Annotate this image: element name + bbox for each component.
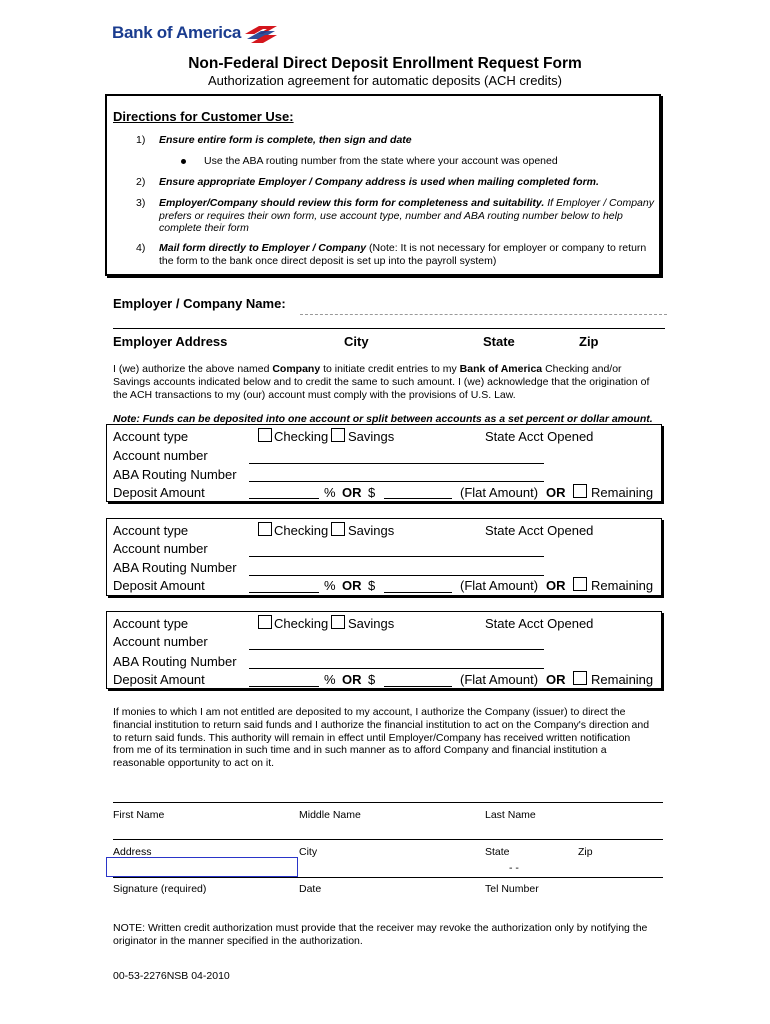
savings-checkbox[interactable] <box>331 615 345 629</box>
account-number-label: Account number <box>113 541 208 556</box>
direction-text-3 <box>159 197 654 235</box>
account-number-field[interactable] <box>249 463 544 464</box>
direction-4-bold: Mail form directly to Employer / Company <box>159 242 367 254</box>
logo-text: Bank of America <box>112 23 242 42</box>
aba-routing-label: ABA Routing Number <box>113 654 237 669</box>
state-acct-opened-label: State Acct Opened <box>485 429 594 444</box>
employer-state-label: State <box>483 334 515 349</box>
or-label: OR <box>546 485 566 500</box>
employer-name-field[interactable] <box>300 314 667 315</box>
account-type-label: Account type <box>113 523 189 538</box>
deposit-amount-label: Deposit Amount <box>113 578 205 593</box>
bank-logo <box>112 22 279 44</box>
percent-field[interactable] <box>249 498 319 499</box>
signature-input[interactable] <box>106 857 298 877</box>
direction-3-bold: Employer/Company should review this form for completeness and suitability. <box>159 197 545 209</box>
checking-label: Checking <box>274 523 329 538</box>
checking-checkbox[interactable] <box>258 522 272 536</box>
middle-name-label: Middle Name <box>299 809 361 821</box>
aba-routing-field[interactable] <box>249 668 544 669</box>
remaining-checkbox[interactable] <box>573 484 587 498</box>
savings-checkbox[interactable] <box>331 522 345 536</box>
direction-number-2: 2) <box>136 176 146 188</box>
aba-routing-label: ABA Routing Number <box>113 467 237 482</box>
auth-company: Company <box>272 363 321 375</box>
account-number-label: Account number <box>113 634 208 649</box>
address-label: Address <box>113 846 152 858</box>
name-rule <box>113 802 663 803</box>
employer-city-label: City <box>344 334 369 349</box>
bullet-icon <box>181 159 186 164</box>
flat-amount-field[interactable] <box>384 686 452 687</box>
percent-field[interactable] <box>249 686 319 687</box>
authorization-text <box>113 363 653 401</box>
or-label: OR <box>342 578 362 593</box>
account-number-field[interactable] <box>249 556 544 557</box>
percent-sign: % <box>324 578 336 593</box>
state-acct-opened-label: State Acct Opened <box>485 616 594 631</box>
zip-label: Zip <box>578 846 593 858</box>
direction-3-italic: If Employer / Company prefers or requires their own form, use account type, number and ABA routing number below to help complete their form <box>159 197 654 234</box>
or-label: OR <box>342 485 362 500</box>
percent-sign: % <box>324 485 336 500</box>
revocation-note: NOTE: Written credit authorization must provide that the receiver may revoke the authorization only by notifying the originator in the manner specified in the authorization. <box>113 922 648 947</box>
aba-routing-field[interactable] <box>249 575 544 576</box>
flat-amount-field[interactable] <box>384 498 452 499</box>
deposit-amount-label: Deposit Amount <box>113 485 205 500</box>
account-number-label: Account number <box>113 448 208 463</box>
dollar-sign: $ <box>368 485 376 500</box>
account-type-label: Account type <box>113 429 189 444</box>
direction-number-3: 3) <box>136 197 146 209</box>
direction-number-1: 1) <box>136 134 146 146</box>
remaining-checkbox[interactable] <box>573 577 587 591</box>
aba-routing-label: ABA Routing Number <box>113 560 237 575</box>
tel-number-label: Tel Number <box>485 883 539 895</box>
form-subtitle: Authorization agreement for automatic deposits (ACH credits) <box>207 73 563 88</box>
flat-amount-label: (Flat Amount) <box>460 578 539 593</box>
direction-text-4 <box>159 242 657 267</box>
direction-number-4: 4) <box>136 242 146 254</box>
checking-label: Checking <box>274 429 329 444</box>
remaining-label: Remaining <box>591 672 654 687</box>
direction-4-normal: (Note: It is not necessary for employer or company to return the form to the bank once direct deposit is set up into the payroll system) <box>159 242 647 267</box>
address-rule <box>113 839 663 840</box>
remaining-checkbox[interactable] <box>573 671 587 685</box>
form-code: 00-53-2276NSB 04-2010 <box>113 970 230 982</box>
direction-text-2: Ensure appropriate Employer / Company address is used when mailing completed form. <box>159 176 599 188</box>
or-label: OR <box>342 672 362 687</box>
employer-address-label: Employer Address <box>113 334 228 349</box>
or-label: OR <box>546 672 566 687</box>
checking-checkbox[interactable] <box>258 428 272 442</box>
savings-label: Savings <box>348 523 395 538</box>
signature-label: Signature (required) <box>113 883 207 895</box>
or-label: OR <box>546 578 566 593</box>
savings-label: Savings <box>348 616 395 631</box>
percent-field[interactable] <box>249 592 319 593</box>
flag-icon <box>243 22 279 44</box>
account-number-field[interactable] <box>249 649 544 650</box>
checking-checkbox[interactable] <box>258 615 272 629</box>
auth-part-1: I (we) authorize the above named <box>113 363 273 375</box>
state-label: State <box>485 846 510 858</box>
remaining-label: Remaining <box>591 578 654 593</box>
auth-part-3: Checking and/or Savings accounts indicated below and to credit the same to such amount. I (we) acknowledge that the origination of the ACH transactions to my (our) account must comply with the provisions of U.S. Law. <box>113 363 650 401</box>
auth-part-2: to initiate credit entries to my <box>320 363 460 375</box>
split-note: Note: Funds can be deposited into one account or split between accounts as a set percent or dollar amount. <box>113 413 653 425</box>
tel-separator: - - <box>509 862 519 874</box>
percent-sign: % <box>324 672 336 687</box>
employer-name-label: Employer / Company Name: <box>113 296 286 311</box>
remaining-label: Remaining <box>591 485 654 500</box>
first-name-label: First Name <box>113 809 165 821</box>
direction-bullet-text: Use the ABA routing number from the state where your account was opened <box>204 155 558 167</box>
flat-amount-field[interactable] <box>384 592 452 593</box>
last-name-label: Last Name <box>485 809 536 821</box>
form-title: Non-Federal Direct Deposit Enrollment Request Form <box>188 55 582 72</box>
employer-zip-label: Zip <box>579 334 599 349</box>
savings-checkbox[interactable] <box>331 428 345 442</box>
directions-title: Directions for Customer Use: <box>113 109 294 124</box>
refund-authorization-text: If monies to which I am not entitled are deposited to my account, I authorize the Company (issuer) to direct the financial institution to return said funds and I authorize the financial institution to act on the Company's direction and to return said funds. This authority will remain in effect until Employer/Company has received written notification from me of its termination in such time and in such manner as to afford Company and financial institution a reasonable opportunity to act on it. <box>113 706 650 770</box>
checking-label: Checking <box>274 616 329 631</box>
flat-amount-label: (Flat Amount) <box>460 672 539 687</box>
date-label: Date <box>299 883 322 895</box>
dollar-sign: $ <box>368 578 376 593</box>
flat-amount-label: (Flat Amount) <box>460 485 539 500</box>
employer-address-rule <box>113 328 665 329</box>
signature-rule <box>113 877 663 878</box>
auth-bank: Bank of America <box>459 363 543 375</box>
state-acct-opened-label: State Acct Opened <box>485 523 594 538</box>
direction-text-1: Ensure entire form is complete, then sign and date <box>159 134 412 146</box>
deposit-amount-label: Deposit Amount <box>113 672 205 687</box>
savings-label: Savings <box>348 429 395 444</box>
account-type-label: Account type <box>113 616 189 631</box>
city-label: City <box>299 846 318 858</box>
dollar-sign: $ <box>368 672 376 687</box>
aba-routing-field[interactable] <box>249 481 544 482</box>
